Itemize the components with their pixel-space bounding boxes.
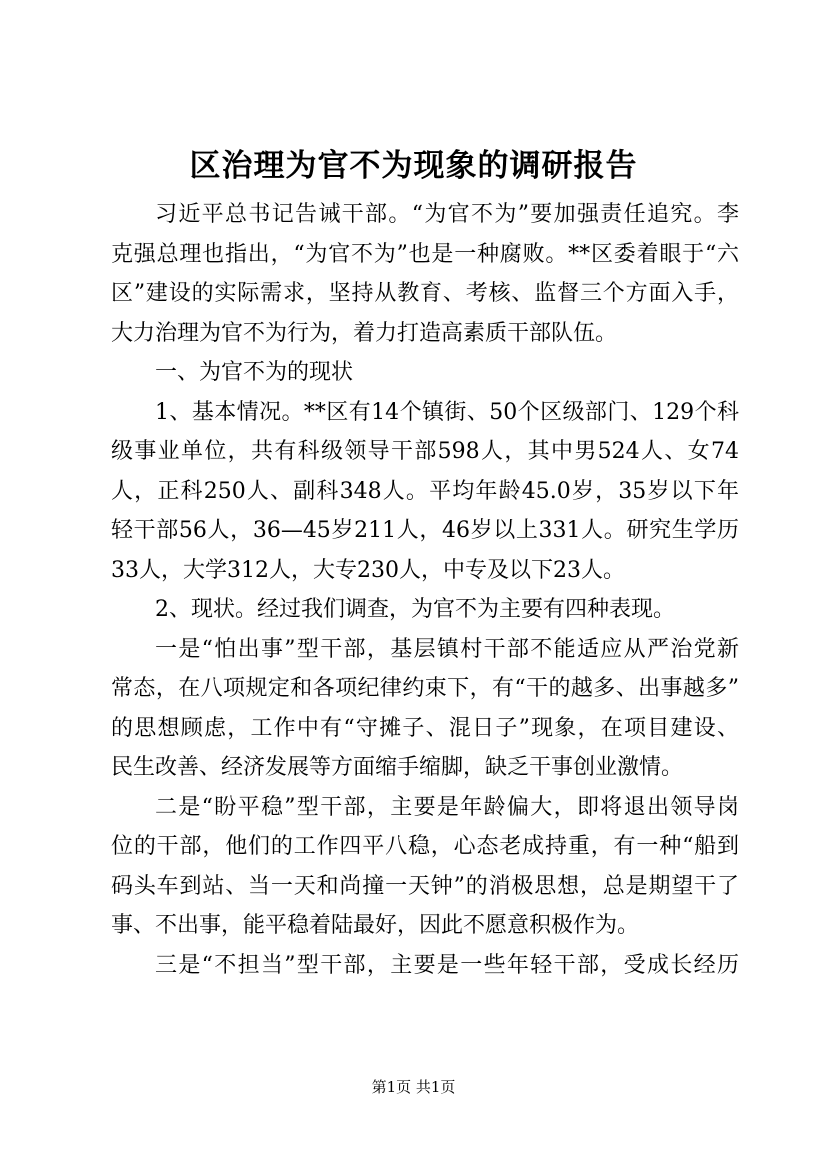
body-line: 习近平总书记告诫干部。“为官不为”要加强责任追究。李 (155, 202, 739, 227)
body-line: 三是“不担当”型干部，主要是一些年轻干部，受成长经历 (155, 952, 739, 978)
page-footer: 第1页 共1页 (371, 1078, 456, 1096)
body-line: 二是“盼平稳”型干部，主要是年龄偏大，即将退出领导岗 (155, 794, 739, 820)
body-line: 级事业单位，共有科级领导干部598人，其中男524人、女74 (111, 439, 739, 464)
body-line: 常态，在八项规定和各项纪律约束下，有“干的越多、出事越多” (111, 676, 739, 701)
body-line: 区”建设的实际需求，坚持从教育、考核、监督三个方面入手， (111, 281, 739, 306)
body-line: 位的干部，他们的工作四平八稳，心态老成持重，有一种“船到 (111, 834, 739, 859)
body-line: 克强总理也指出，“为官不为”也是一种腐败。**区委着眼于“六 (111, 241, 739, 267)
body-line: 轻干部56人，36—45岁211人，46岁以上331人。研究生学历 (111, 518, 739, 543)
body-line: 大力治理为官不为行为，着力打造高素质干部队伍。 (111, 320, 618, 346)
body-line: 一是“怕出事”型干部，基层镇村干部不能适应从严治党新 (155, 636, 739, 662)
body-line: 2、现状。经过我们调查，为官不为主要有四种表现。 (155, 597, 675, 622)
body-line: 1、基本情况。**区有14个镇街、50个区级部门、129个科 (155, 399, 739, 425)
body-line: 33人，大学312人，大专230人，中专及以下23人。 (111, 557, 625, 583)
body-line: 人，正科250人、副科348人。平均年龄45.0岁，35岁以下年 (111, 478, 739, 504)
document-body (111, 195, 739, 985)
body-line: 事、不出事，能平稳着陆最好，因此不愿意积极作为。 (111, 913, 640, 938)
body-line: 一、为官不为的现状 (155, 360, 354, 385)
document-title: 区治理为官不为现象的调研报告 (189, 148, 638, 184)
body-line: 码头车到站、当一天和尚撞一天钟”的消极思想，总是期望干了 (111, 873, 739, 899)
body-line: 民生改善、经济发展等方面缩手缩脚，缺乏干事创业激情。 (111, 755, 684, 780)
body-line: 的思想顾虑，工作中有“守摊子、混日子”现象，在项目建设、 (111, 715, 739, 741)
